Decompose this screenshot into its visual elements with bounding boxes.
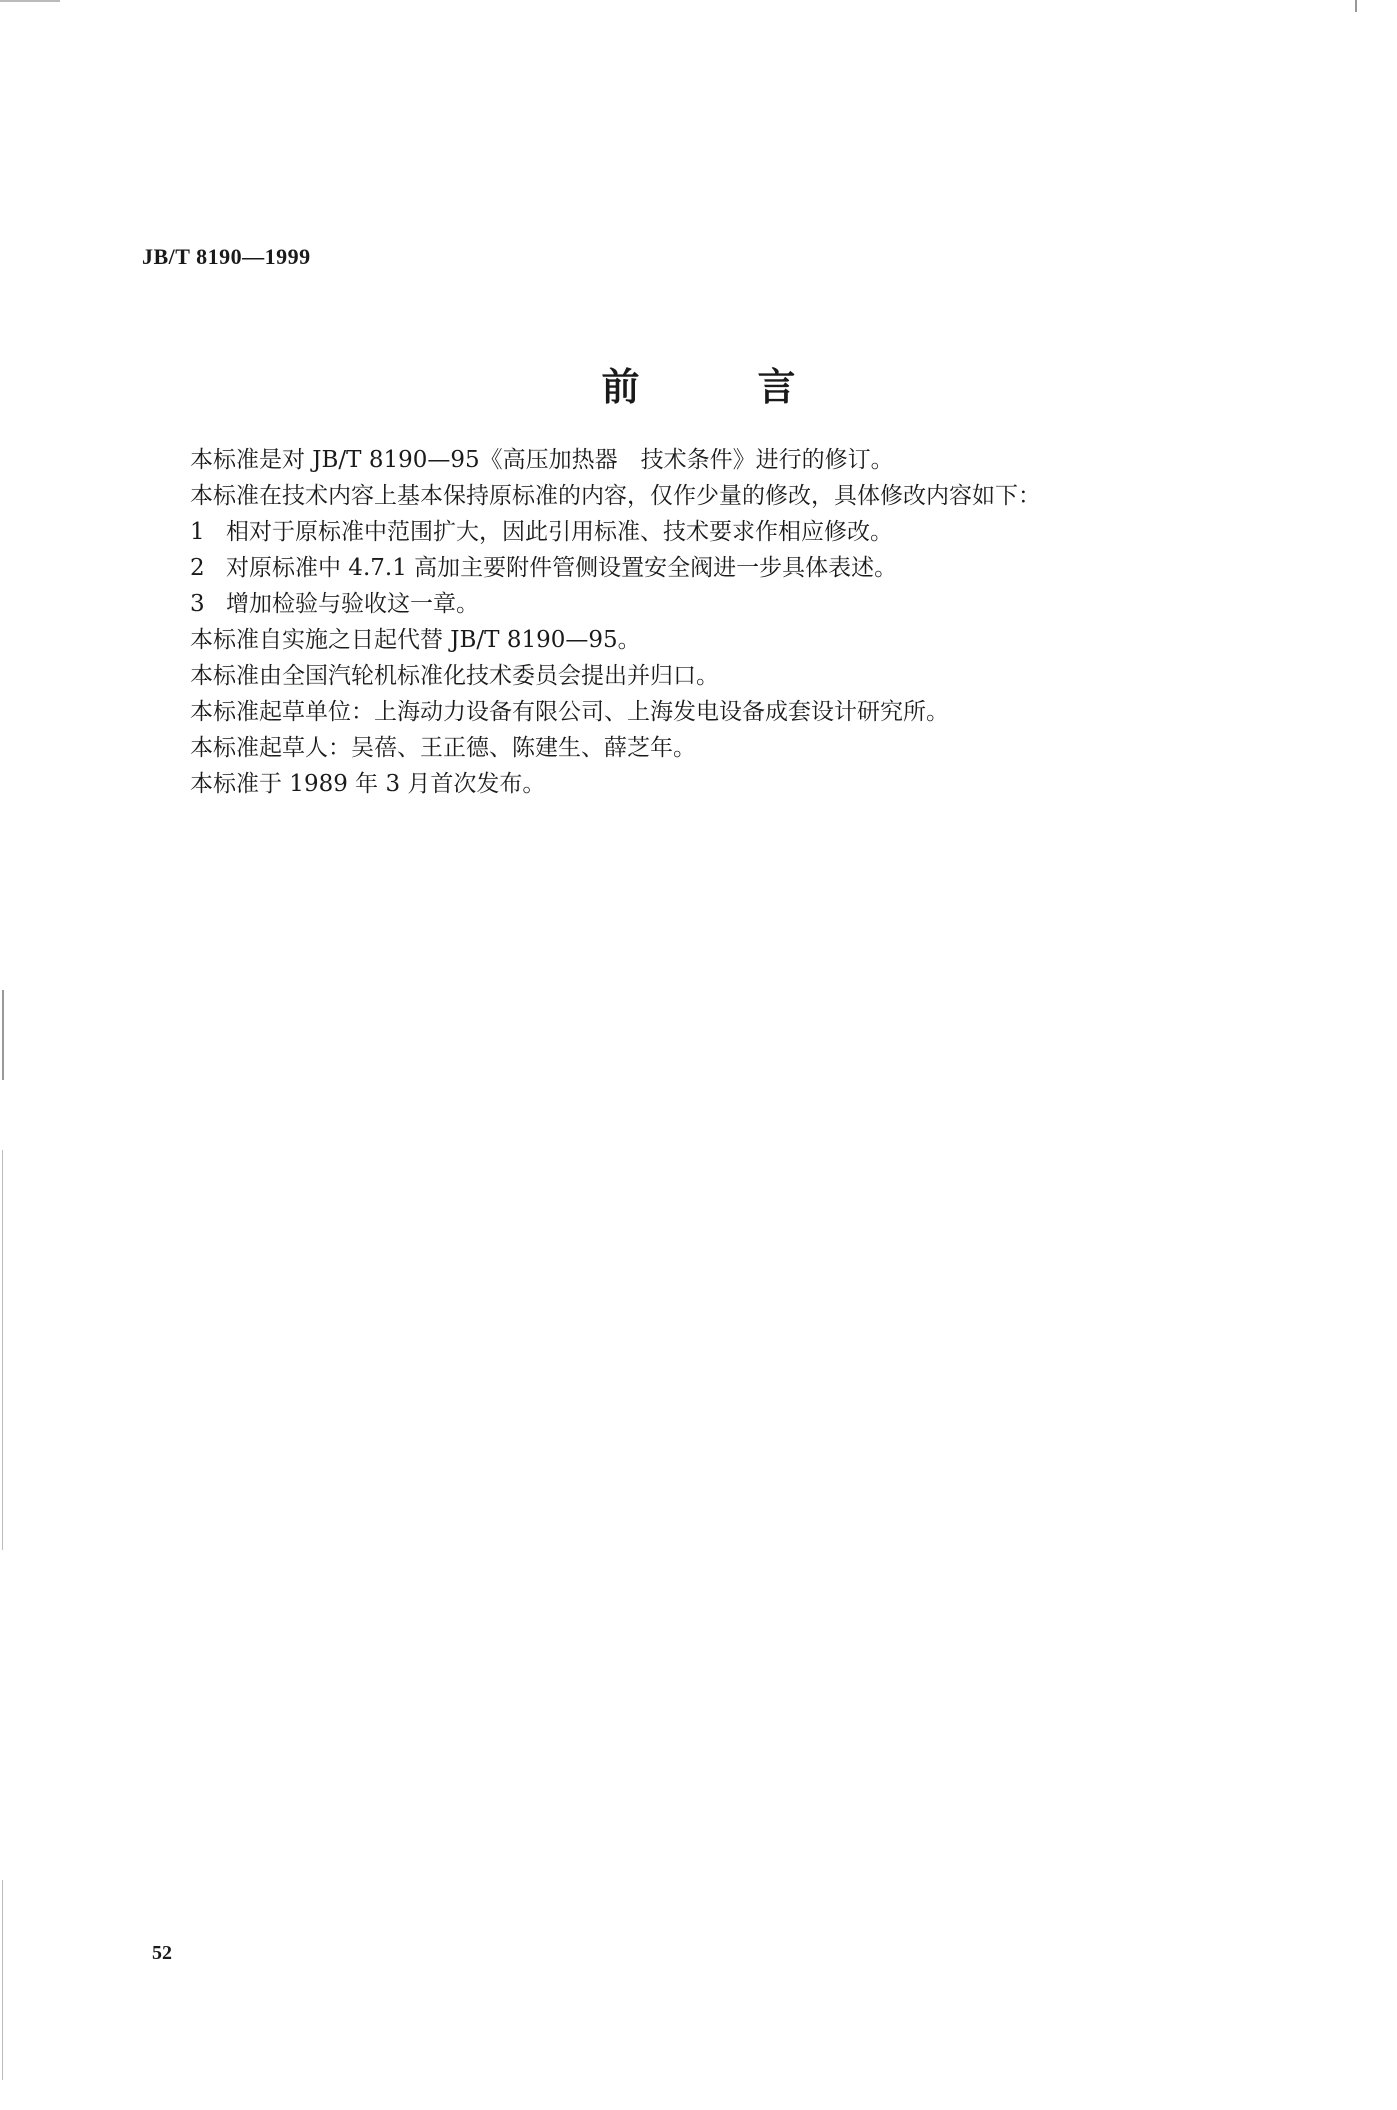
- paragraph: [190, 658, 1190, 694]
- document-code: JB/T 8190—1999: [142, 244, 311, 269]
- foreword-body: [190, 442, 1190, 802]
- scan-edge-mark: [2, 1880, 3, 2080]
- list-item-number: 1: [190, 519, 205, 545]
- list-item: [190, 550, 1190, 586]
- paragraph-text: 本标准于 1989 年 3 月首次发布。: [190, 771, 546, 797]
- paragraph-text: 本标准起草人：吴蓓、王正德、陈建生、薛芝年。: [190, 735, 696, 761]
- list-item-text: 增加检验与验收这一章。: [226, 591, 479, 617]
- paragraph-text: 本标准由全国汽轮机标准化技术委员会提出并归口。: [190, 663, 719, 689]
- page-number: 52: [152, 1942, 172, 1964]
- list-item-text: 对原标准中 4.7.1 高加主要附件管侧设置安全阀进一步具体表述。: [226, 555, 898, 581]
- page-title: 前言: [601, 365, 914, 409]
- paragraph-text: 本标准起草单位：上海动力设备有限公司、上海发电设备成套设计研究所。: [190, 699, 949, 725]
- paragraph: [190, 730, 1190, 766]
- list-item-number: 3: [190, 591, 205, 617]
- scan-edge-mark: [2, 1150, 3, 1550]
- list-item-number: 2: [190, 555, 205, 581]
- paragraph: [190, 622, 1190, 658]
- list-item: [190, 586, 1190, 622]
- paragraph-text: 本标准在技术内容上基本保持原标准的内容，仅作少量的修改，具体修改内容如下：: [190, 483, 1041, 509]
- paragraph: [190, 478, 1190, 514]
- scan-edge-mark: [2, 990, 4, 1080]
- list-item: [190, 514, 1190, 550]
- paragraph: [190, 766, 1190, 802]
- paragraph-text: 本标准是对 JB/T 8190—95《高压加热器 技术条件》进行的修订。: [190, 447, 894, 473]
- paragraph: [190, 694, 1190, 730]
- scan-edge-mark: [1355, 0, 1357, 12]
- paragraph: [190, 442, 1190, 478]
- paragraph-text: 本标准自实施之日起代替 JB/T 8190—95。: [190, 627, 641, 653]
- scan-edge-mark: [0, 0, 60, 2]
- list-item-text: 相对于原标准中范围扩大，因此引用标准、技术要求作相应修改。: [226, 519, 893, 545]
